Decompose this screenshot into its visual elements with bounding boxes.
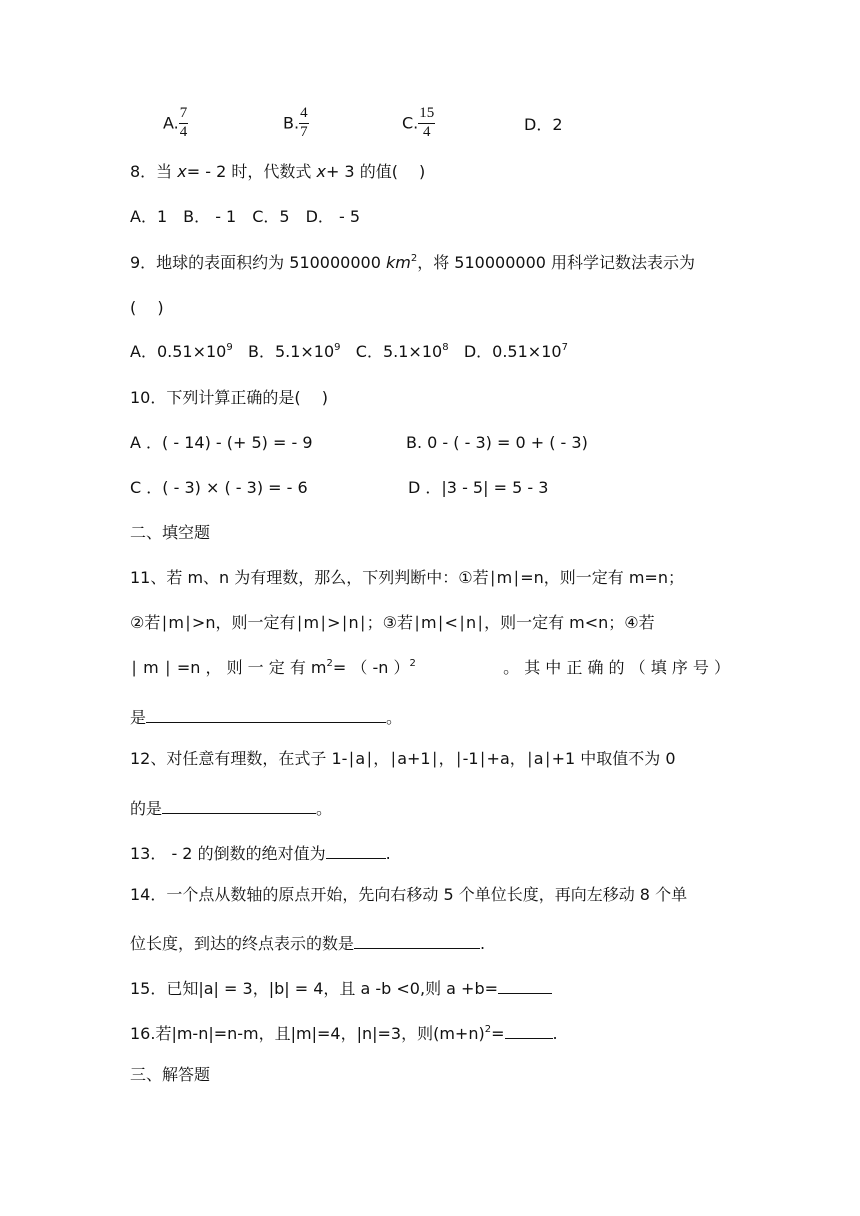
q14-answer-blank[interactable] [354, 932, 480, 949]
q12-line-2: 的是 。 [130, 799, 333, 818]
q14-line-2: 位长度，到达的终点表示的数是 . [130, 934, 486, 953]
q10-stem: 10．下列计算正确的是( ) [130, 388, 328, 407]
q15: 15．已知|a| = 3，|b| = 4，且 a -b <0,则 a +b= [130, 977, 552, 997]
q8-options: A．1 B． ‐ 1 C．5 D． ‐ 5 [130, 207, 361, 226]
q7-option-b-label: B. [283, 113, 300, 133]
q8-var-x2: x [316, 162, 326, 181]
q14-line-1: 14．一个点从数轴的原点开始，先向右移动 5 个单位长度，再向左移动 8 个单 [130, 885, 688, 904]
section-heading-solve: 三、解答题 [130, 1065, 211, 1084]
q10-option-c: C ．( ‐ 3) × ( ‐ 3) = ‐ 6 [130, 478, 308, 497]
q7-option-b-fraction: $\frac{4}{7}$ [300, 105, 308, 140]
q7-option-c [402, 106, 435, 141]
q7-option-a-fraction: $\frac{7}{4}$ [179, 105, 188, 140]
q8-var-x: x [177, 162, 187, 181]
q13-answer-blank[interactable] [326, 842, 386, 859]
q9-unit: km [385, 253, 411, 272]
q9-options: A．$0.51\times 10^9$ B．$5.1\times 10^9$ C．$5.1\times 10^8$ D．$0.51\times 10^7$ [130, 342, 568, 361]
q11-line-1: 11、若 m、n 为有理数，那么，下列判断中：①若∣m∣=n，则一定有 m=n； [130, 568, 684, 587]
q8-stem: 8．当 x= ‐ 2 时，代数式 x+ 3 的值( ) [130, 162, 426, 181]
q16-answer-blank[interactable] [505, 1022, 553, 1039]
q10-option-d: D ．|3 ‐ 5| = 5 ‐ 3 [408, 478, 549, 497]
q12-line-1: 12、对任意有理数，在式子 1-∣a∣，∣a+1∣，∣-1∣+a，∣a∣+1 中取值不为 0 [130, 749, 676, 768]
q9-paren: ( ) [130, 298, 164, 317]
q12-answer-blank[interactable] [162, 797, 316, 814]
q10-option-a: A ．( ‐ 14) ‐ (+ 5) = ‐ 9 [130, 433, 313, 452]
q11-answer-blank[interactable] [146, 706, 386, 723]
q7-option-b [283, 106, 309, 141]
section-heading-fill-in: 二、填空题 [130, 523, 211, 542]
q13: 13． ‐ 2 的倒数的绝对值为 . [130, 844, 391, 863]
q7-option-c-label: C. [402, 113, 419, 133]
q7-option-d: D．2 [524, 115, 563, 134]
q7-option-a [163, 106, 188, 141]
q7-option-a-label: A. [163, 113, 179, 133]
q11-line-3: ∣ m ∣ =n ， 则 一 定 有 $m^2=$ （ -n ）$^2$ 。 其 中 正 确 的 （ 填 序 号 ） [130, 658, 730, 677]
q16: 16.若|m-n|=n-m，且|m|=4，|n|=3，则$(m+n)^2=$ . [130, 1024, 558, 1043]
q7-option-c-fraction: $\frac{15}{4}$ [419, 105, 435, 140]
q15-answer-blank[interactable] [498, 977, 552, 994]
q10-option-b: B. 0 ‐ ( ‐ 3) = 0 + ( ‐ 3) [406, 433, 588, 452]
q11-line-4: 是 。 [130, 708, 403, 727]
q9-stem: 9．地球的表面积约为 510000000 $km^2$，将 510000000 用科学记数法表示为 [130, 253, 696, 272]
q11-line-2: ②若∣m∣>n，则一定有∣m∣>∣n∣；③若∣m∣<∣n∣，则一定有 m<n；④若 [130, 613, 655, 632]
